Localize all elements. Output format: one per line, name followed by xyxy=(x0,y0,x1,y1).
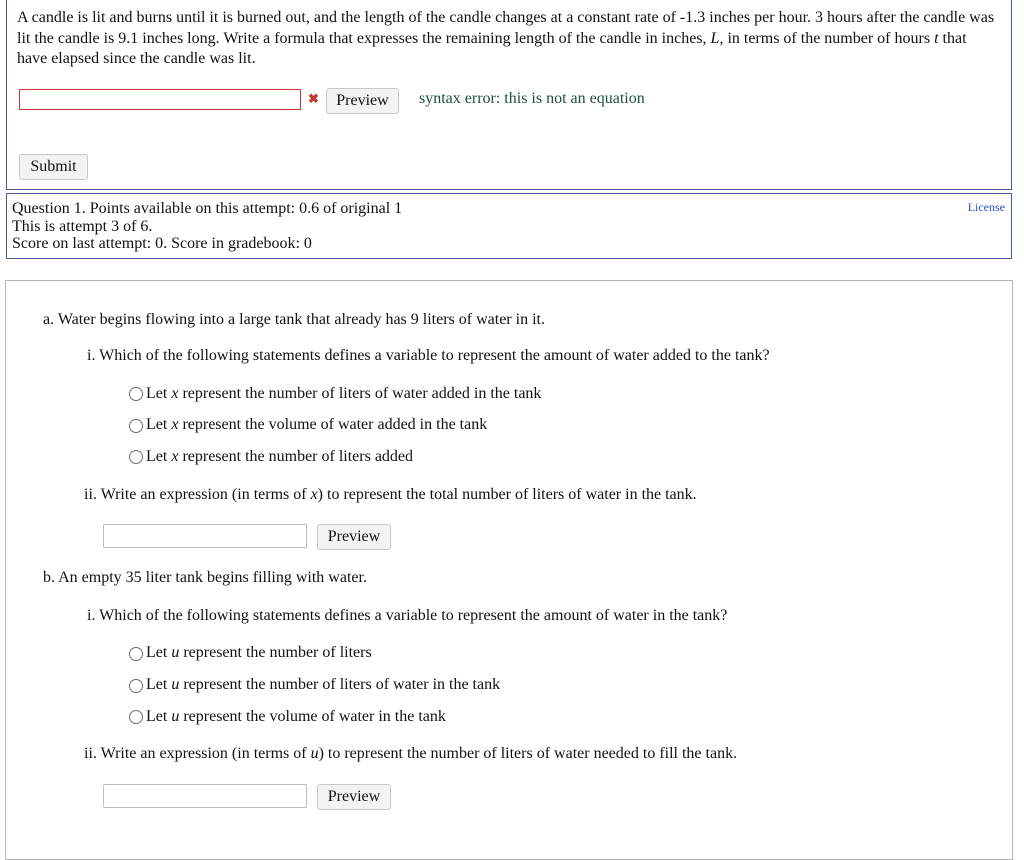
part-a-option-3-radio[interactable] xyxy=(129,450,143,464)
question-text: A candle is lit and burns until it is burned out, and the length of the candle changes at a constant rate of -1.3 inches per hour. 3 hours after the candle was lit the candle is 9.1 inches long. Write a formula that expresses the remaining length of the candle in inches, L, in terms of the number of hours t that have elapsed since the candle was lit. xyxy=(17,9,995,67)
question-info-panel xyxy=(6,193,1012,259)
part-a-question-2: ii. Write an expression (in terms of x) to represent the total number of liters of water in the tank. xyxy=(84,486,697,503)
attempt-info xyxy=(12,200,402,253)
part-a-expression-input[interactable] xyxy=(103,524,307,548)
points-available: Question 1. Points available on this attempt: 0.6 of original 1 xyxy=(12,200,403,217)
part-a-question-1: i. Which of the following statements defines a variable to represent the amount of water added to the tank? xyxy=(87,347,770,364)
syntax-error-message: syntax error: this is not an equation xyxy=(419,90,645,107)
license-link[interactable]: License xyxy=(967,200,1005,214)
part-b-option-2-label: Let u represent the number of liters of water in the tank xyxy=(146,676,501,693)
part-b-option-3-label: Let u represent the volume of water in the tank xyxy=(146,708,446,725)
answer-input[interactable] xyxy=(19,89,301,110)
part-b-option-3-radio[interactable] xyxy=(129,710,143,724)
part-a-option-3-label: Let x represent the number of liters added xyxy=(146,448,414,465)
part-b-prompt: b. An empty 35 liter tank begins filling with water. xyxy=(43,569,367,586)
part-b-expression-input[interactable] xyxy=(103,784,307,808)
part-a-option-1-label: Let x represent the number of liters of water added in the tank xyxy=(146,385,542,402)
attempt-count: This is attempt 3 of 6. xyxy=(12,217,153,235)
part-a-preview-button[interactable]: Preview xyxy=(317,524,391,550)
var-L: L xyxy=(710,29,720,47)
part-b-option-1-label: Let u represent the number of liters xyxy=(146,644,372,661)
part-a-option-2-radio[interactable] xyxy=(129,419,143,433)
score-info: Score on last attempt: 0. Score in gradebook: 0 xyxy=(12,235,312,252)
var-t: t xyxy=(934,29,939,47)
part-b-option-2-radio[interactable] xyxy=(129,679,143,693)
error-icon: ✖ xyxy=(308,91,319,106)
part-a-option-2-label: Let x represent the volume of water added in the tank xyxy=(146,416,488,433)
part-b-option-1-radio[interactable] xyxy=(129,647,143,661)
part-b-question-1: i. Which of the following statements defines a variable to represent the amount of water in the tank? xyxy=(87,607,728,624)
part-b-question-2: ii. Write an expression (in terms of u) to represent the number of liters of water needed to fill the tank. xyxy=(84,745,738,762)
next-question-panel xyxy=(5,280,1013,860)
submit-button[interactable]: Submit xyxy=(19,154,88,180)
part-a-option-1-radio[interactable] xyxy=(129,387,143,401)
preview-button[interactable]: Preview xyxy=(326,88,399,114)
part-b-preview-button[interactable]: Preview xyxy=(317,784,391,810)
question-panel xyxy=(6,0,1012,190)
part-a-prompt: a. Water begins flowing into a large tank that already has 9 liters of water in it. xyxy=(43,311,545,328)
